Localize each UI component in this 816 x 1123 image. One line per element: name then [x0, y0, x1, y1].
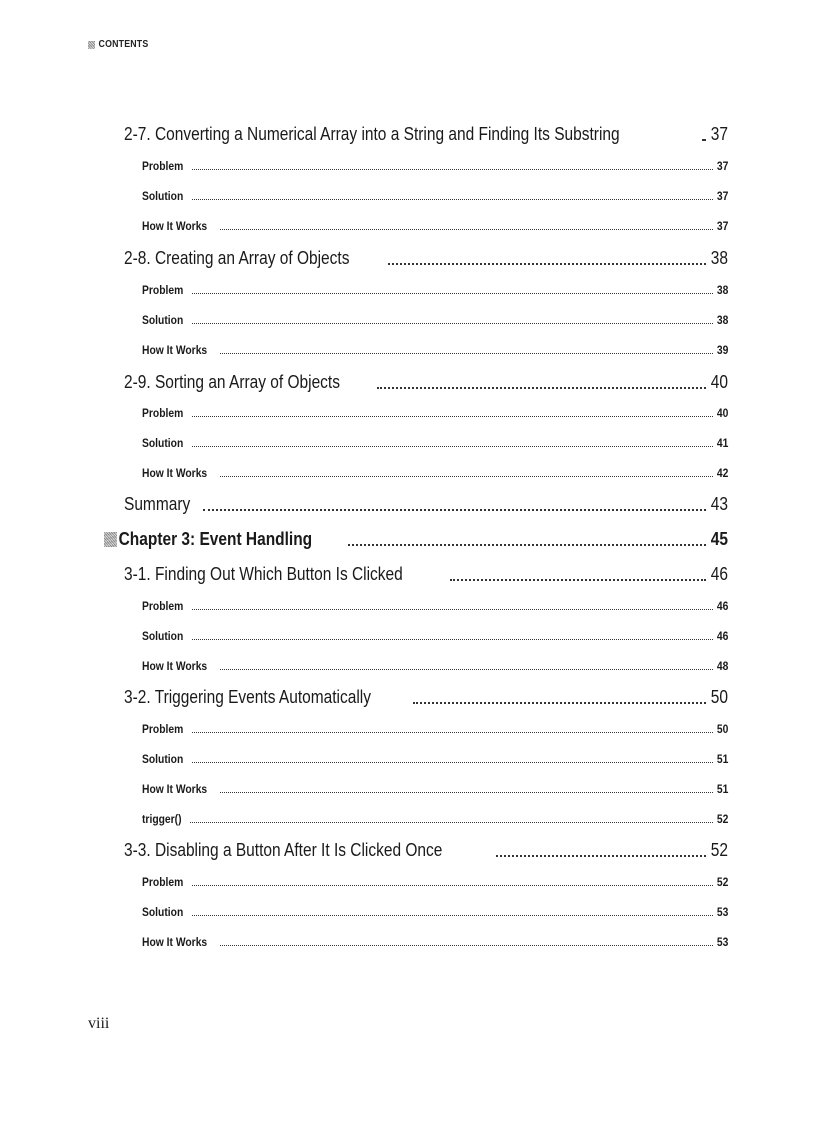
- toc-subsection-entry[interactable]: [142, 341, 728, 357]
- toc-entry-title-text: How It Works: [142, 782, 208, 796]
- toc-entry-title: [124, 494, 190, 515]
- toc-entry-page-number: 45: [710, 529, 728, 549]
- toc-entry-page-number: 41: [716, 436, 728, 450]
- toc-entry-title: [142, 722, 183, 736]
- dot-leader: [190, 822, 713, 823]
- hatch-square-icon: [104, 532, 117, 547]
- toc-entry-title: [142, 159, 183, 173]
- toc-entry-page-number: 40: [716, 406, 728, 420]
- toc-entry-title: [124, 564, 403, 585]
- toc-entry-title-text: 3-1. Finding Out Which Button Is Clicked: [124, 564, 403, 584]
- toc-entry-title-text: Solution: [142, 629, 184, 643]
- toc-entry-title-text: Solution: [142, 313, 184, 327]
- dot-leader: [203, 509, 706, 511]
- toc-entry-page-number: 43: [710, 494, 728, 514]
- toc-entry-page-number: 37: [716, 159, 728, 173]
- toc-entry-title: [142, 466, 207, 480]
- dot-leader: [192, 609, 713, 610]
- toc-entry-page-number: 39: [716, 343, 728, 357]
- toc-entry-title-text: Solution: [142, 436, 184, 450]
- toc-entry-title-text: Solution: [142, 752, 184, 766]
- toc-entry-title-text: How It Works: [142, 466, 208, 480]
- toc-entry-page-number: 40: [710, 372, 728, 392]
- toc-entry-page-number: 46: [716, 629, 728, 643]
- toc-entry-title: [142, 189, 183, 203]
- dot-leader: [192, 446, 713, 447]
- toc-entry-page-number: 38: [710, 248, 728, 268]
- toc-chapter-entry[interactable]: [104, 528, 728, 550]
- toc-entry-page-number: 52: [716, 875, 728, 889]
- toc-entry-page-number: 53: [716, 935, 728, 949]
- toc-section-entry[interactable]: [124, 563, 728, 585]
- toc-subsection-entry[interactable]: [142, 404, 728, 420]
- toc-entry-title-text: 3-2. Triggering Events Automatically: [124, 687, 371, 707]
- toc-entry-page-number: 37: [716, 189, 728, 203]
- toc-entry-title-text: How It Works: [142, 935, 208, 949]
- toc-entry-title: [142, 812, 182, 826]
- toc-entry-title: [104, 529, 312, 550]
- toc-section-entry[interactable]: [124, 493, 728, 515]
- toc-entry-title: [142, 343, 207, 357]
- toc-subsection-entry[interactable]: [142, 750, 728, 766]
- toc-entry-page-number: 38: [716, 313, 728, 327]
- dot-leader: [496, 855, 706, 857]
- toc-entry-title: [124, 248, 349, 269]
- toc-subsection-entry[interactable]: [142, 464, 728, 480]
- dot-leader: [192, 915, 713, 916]
- dot-leader: [702, 139, 706, 141]
- dot-leader: [220, 945, 713, 946]
- running-header-label: CONTENTS: [98, 39, 149, 50]
- toc-entry-page-number: 46: [710, 564, 728, 584]
- toc-entry-title-text: Chapter 3: Event Handling: [118, 529, 313, 549]
- toc-entry-page-number: 46: [716, 599, 728, 613]
- toc-entry-title-text: Summary: [124, 494, 191, 514]
- toc-subsection-entry[interactable]: [142, 810, 728, 826]
- dot-leader: [192, 293, 713, 294]
- toc-entry-title: [142, 629, 183, 643]
- toc-entry-title-text: How It Works: [142, 343, 208, 357]
- toc-entry-title: [142, 935, 207, 949]
- toc-entry-title: [142, 313, 183, 327]
- toc-entry-title-text: 3-3. Disabling a Button After It Is Clicked Once: [124, 840, 443, 860]
- toc-entry-title-text: Problem: [142, 406, 184, 420]
- dot-leader: [192, 639, 713, 640]
- toc-entry-title: [142, 436, 183, 450]
- dot-leader: [450, 579, 706, 581]
- toc-entry-page-number: 38: [716, 283, 728, 297]
- toc-subsection-entry[interactable]: [142, 873, 728, 889]
- dot-leader: [192, 885, 713, 886]
- toc-entry-page-number: 52: [716, 812, 728, 826]
- toc-entry-title-text: 2-7. Converting a Numerical Array into a String and Finding Its Substring: [124, 124, 620, 144]
- toc-subsection-entry[interactable]: [142, 627, 728, 643]
- dot-leader: [192, 416, 713, 417]
- toc-section-entry[interactable]: [124, 371, 728, 393]
- toc-subsection-entry[interactable]: [142, 657, 728, 673]
- toc-entry-title: [142, 905, 183, 919]
- toc-subsection-entry[interactable]: [142, 187, 728, 203]
- toc-subsection-entry[interactable]: [142, 157, 728, 173]
- toc-entry-title: [142, 599, 183, 613]
- toc-entry-page-number: 37: [710, 124, 728, 144]
- dot-leader: [377, 387, 706, 389]
- toc-section-entry[interactable]: [124, 686, 728, 708]
- toc-entry-page-number: 53: [716, 905, 728, 919]
- toc-entry-title: [142, 659, 207, 673]
- toc-entry-page-number: 52: [710, 840, 728, 860]
- dot-leader: [192, 732, 713, 733]
- toc-entry-title-text: Solution: [142, 905, 184, 919]
- toc-entry-title-text: 2-8. Creating an Array of Objects: [124, 248, 350, 268]
- toc-subsection-entry[interactable]: [142, 903, 728, 919]
- toc-entry-title-text: How It Works: [142, 219, 208, 233]
- toc-entry-title-text: 2-9. Sorting an Array of Objects: [124, 372, 340, 392]
- toc-entry-title-text: trigger(): [142, 812, 182, 826]
- toc-entry-page-number: 42: [716, 466, 728, 480]
- toc-entry-title: [124, 124, 620, 145]
- toc-entry-title-text: Problem: [142, 283, 184, 297]
- toc-entry-page-number: 50: [710, 687, 728, 707]
- toc-entry-title-text: Problem: [142, 722, 184, 736]
- toc-entry-title-text: How It Works: [142, 659, 208, 673]
- toc-entry-title: [124, 687, 371, 708]
- toc-entry-title-text: Solution: [142, 189, 184, 203]
- toc-entry-page-number: 51: [716, 752, 728, 766]
- toc-entry-title-text: Problem: [142, 599, 184, 613]
- toc-entry-page-number: 50: [716, 722, 728, 736]
- dot-leader: [220, 229, 713, 230]
- toc-subsection-entry[interactable]: [142, 281, 728, 297]
- dot-leader: [192, 199, 713, 200]
- toc-entry-title: [124, 840, 442, 861]
- toc-subsection-entry[interactable]: [142, 597, 728, 613]
- toc-entry-title: [142, 219, 207, 233]
- toc-entry-title: [142, 406, 183, 420]
- dot-leader: [220, 353, 713, 354]
- running-header: [88, 39, 148, 50]
- toc-entry-title-text: Problem: [142, 159, 184, 173]
- toc-entry-page-number: 51: [716, 782, 728, 796]
- dot-leader: [192, 323, 713, 324]
- toc-entry-title: [142, 875, 183, 889]
- toc-subsection-entry[interactable]: [142, 217, 728, 233]
- dot-leader: [220, 792, 713, 793]
- toc-entry-page-number: 37: [716, 219, 728, 233]
- dot-leader: [192, 169, 713, 170]
- toc-subsection-entry[interactable]: [142, 434, 728, 450]
- toc-subsection-entry[interactable]: [142, 311, 728, 327]
- dot-leader: [348, 544, 706, 546]
- toc-entry-title-text: Problem: [142, 875, 184, 889]
- toc-entry-title: [142, 283, 183, 297]
- toc-subsection-entry[interactable]: [142, 933, 728, 949]
- toc-subsection-entry[interactable]: [142, 780, 728, 796]
- dot-leader: [413, 702, 706, 704]
- toc-section-entry[interactable]: [124, 839, 728, 861]
- toc-entry-title: [142, 752, 183, 766]
- toc-section-entry[interactable]: [124, 123, 728, 145]
- toc-section-entry[interactable]: [124, 247, 728, 269]
- toc-entry-title: [124, 372, 340, 393]
- dot-leader: [192, 762, 713, 763]
- toc-entry-page-number: 48: [716, 659, 728, 673]
- toc-entry-title: [142, 782, 207, 796]
- dot-leader: [220, 476, 713, 477]
- dot-leader: [388, 263, 706, 265]
- page-number: viii: [88, 1015, 110, 1032]
- toc-subsection-entry[interactable]: [142, 720, 728, 736]
- hatch-square-icon: [88, 41, 95, 49]
- dot-leader: [220, 669, 713, 670]
